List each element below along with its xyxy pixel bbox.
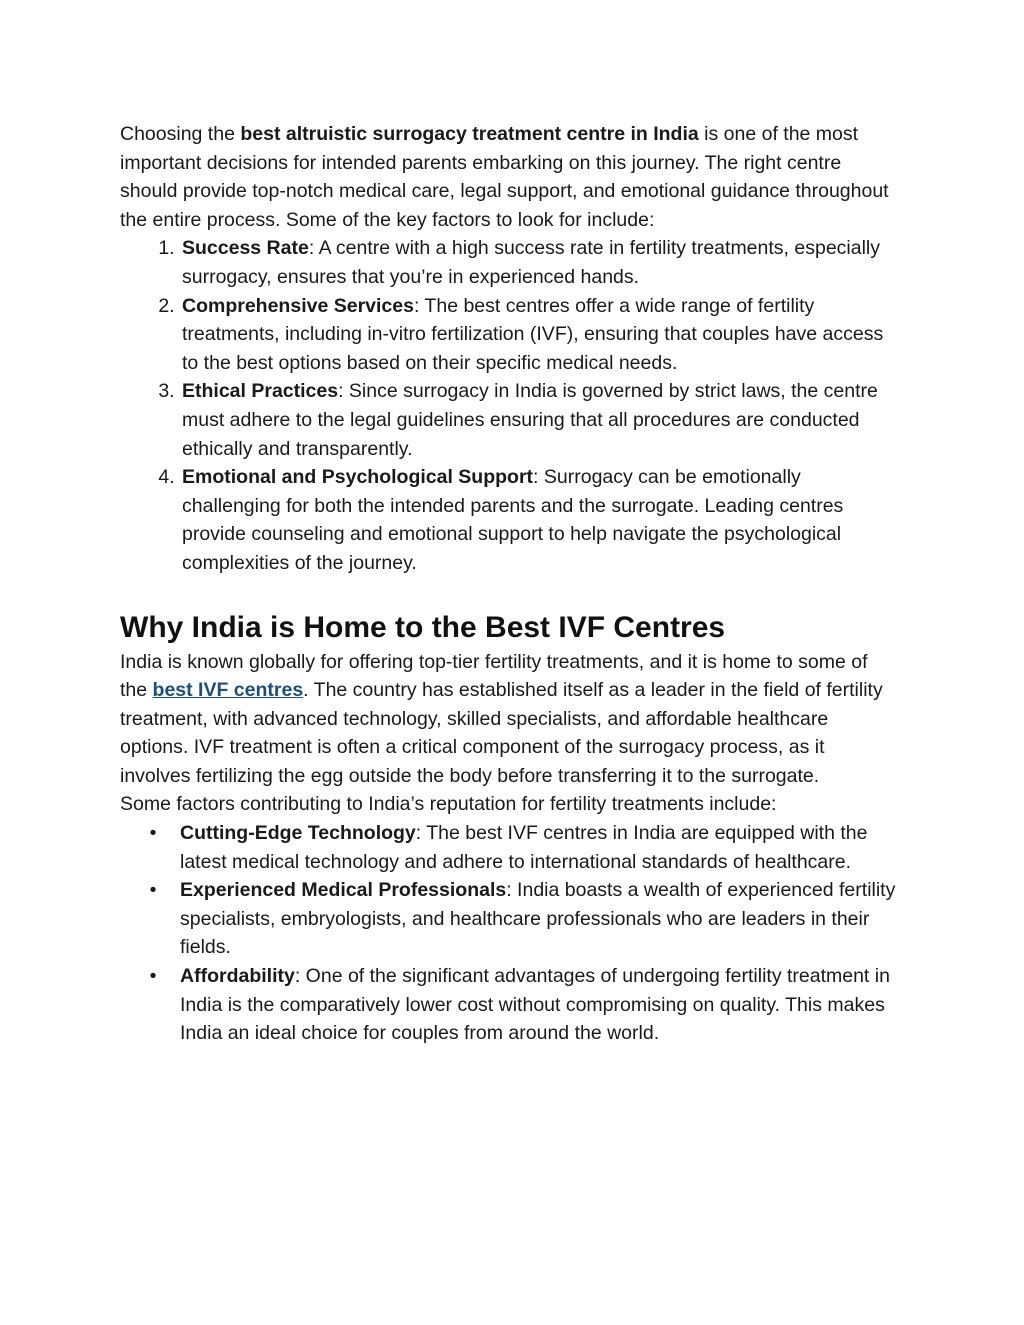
intro-bold-phrase: best altruistic surrogacy treatment centre in India [240,123,699,145]
key-factors-list [120,234,900,577]
section-heading: Why India is Home to the Best IVF Centres [120,610,726,644]
list-item: • Experienced Medical Professionals: India boasts a wealth of experienced fertility specialists, embryologists, and healthcare professionals who are leaders in their fields. [180,876,900,962]
bullet-icon: • [149,965,157,988]
best-ivf-centres-link[interactable]: best IVF centres [152,679,304,702]
document-page [120,120,900,1048]
factors-intro: Some factors contributing to India’s reputation for fertility treatments include: [120,793,777,816]
reputation-factors-list [120,819,900,1048]
bullet-icon: • [149,879,157,902]
list-item: • Cutting-Edge Technology: The best IVF centres in India are equipped with the latest medical technology and adhere to international standards of healthcare. [180,819,900,876]
list-item: 2. Comprehensive Services: The best centres offer a wide range of fertility treatments, including in-vitro fertilization (IVF), ensuring that couples have access to the best options based on their specific medical needs. [180,292,900,378]
bullet-icon: • [149,822,157,845]
list-item: • Affordability: One of the significant advantages of undergoing fertility treatment in India is the comparatively lower cost without compromising on quality. This makes India an ideal choice for couples from around the world. [180,962,900,1048]
list-item: 1. Success Rate: A centre with a high success rate in fertility treatments, especially surrogacy, ensures that you’re in experienced hands. [180,234,900,291]
intro-paragraph: Choosing the best altruistic surrogacy treatment centre in India is one of the most important decisions for intended parents embarking on this journey. The right centre should provide top-notch medical care, legal support, and emotional guidance throughout the entire process. Some of the key factors to look for include: [120,123,889,231]
section-paragraph: India is known globally for offering top-tier fertility treatments, and it is home to some of the best IVF centres. The country has established itself as a leader in the field of fertility treatment, with advanced technology, skilled specialists, and affordable healthcare options. IVF treatment is often a critical component of the surrogacy process, as it involves fertilizing the egg outside the body before transferring it to the surrogate. [120,650,883,787]
list-item: 3. Ethical Practices: Since surrogacy in India is governed by strict laws, the centre must adhere to the legal guidelines ensuring that all procedures are conducted ethically and transparently. [180,377,900,463]
list-item: 4. Emotional and Psychological Support: Surrogacy can be emotionally challenging for both the intended parents and the surrogate. Leading centres provide counseling and emotional support to help navigate the psychological complexities of the journey. [180,463,900,577]
